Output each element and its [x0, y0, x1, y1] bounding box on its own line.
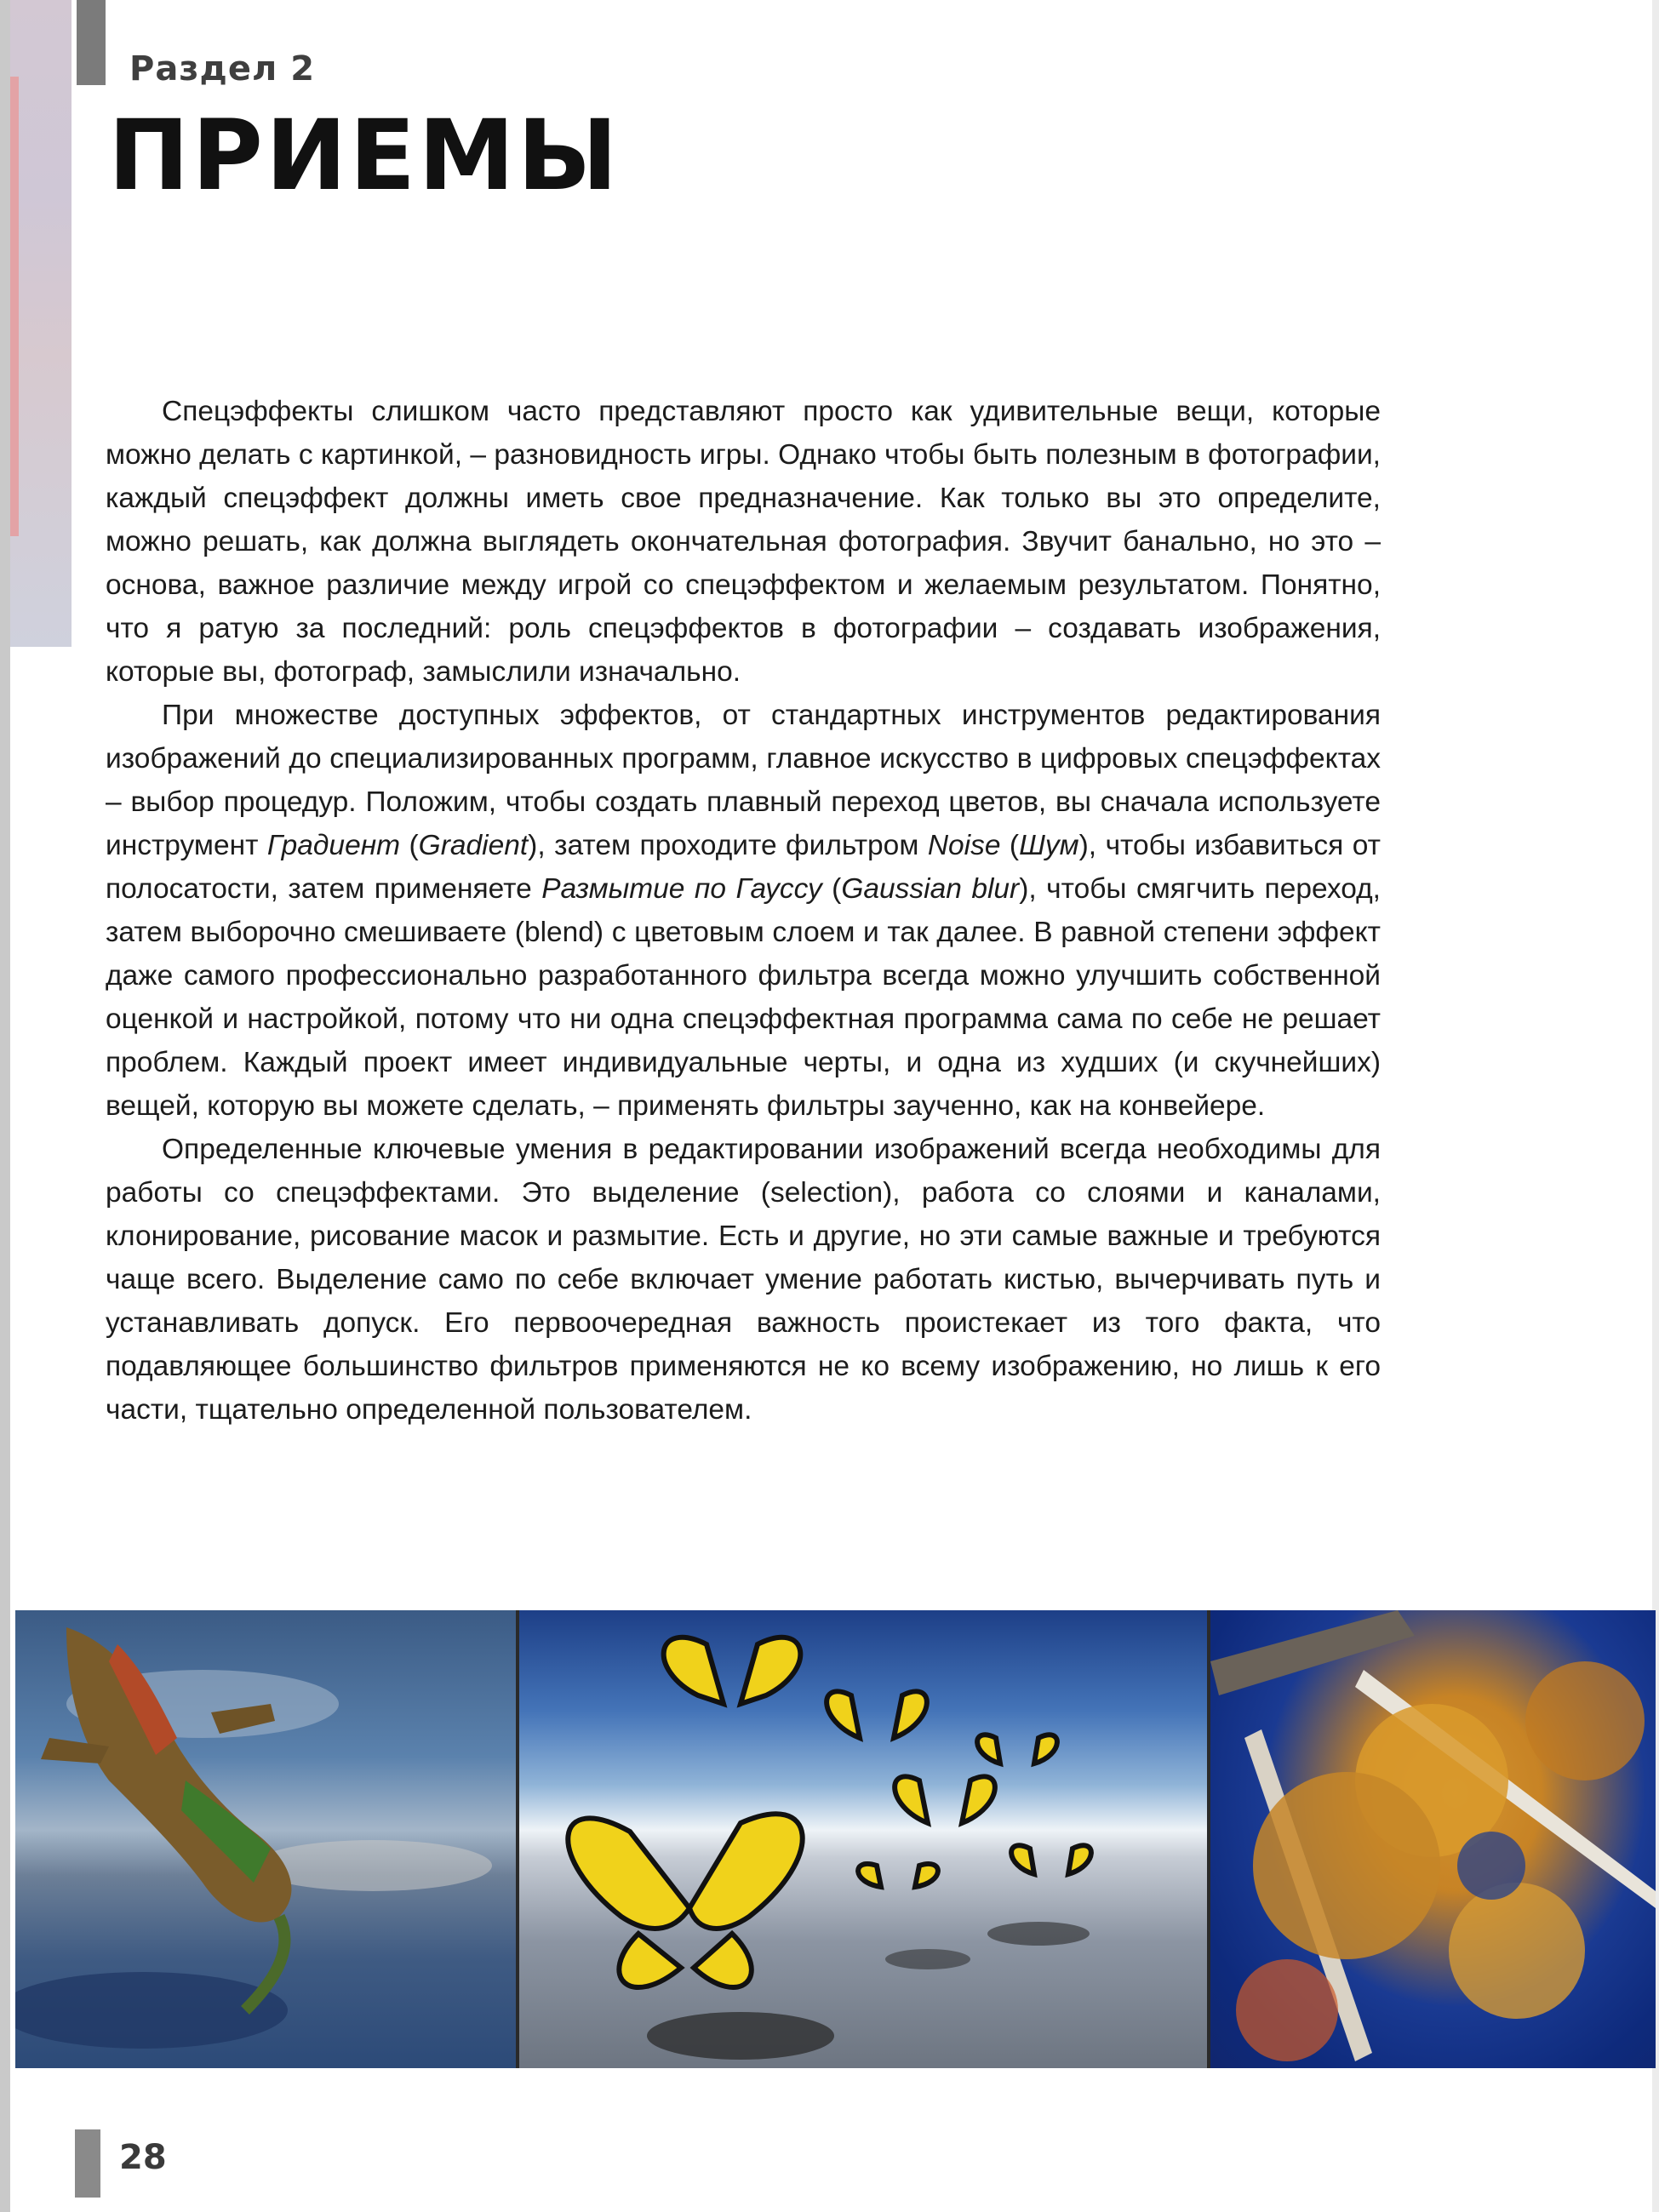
section-color-tab-accent — [10, 77, 19, 536]
photo-strip — [15, 1610, 1656, 2068]
paragraph-2-text: ), затем проходите фильтром — [528, 830, 928, 861]
paragraph-2-text: ( — [400, 830, 419, 861]
term-gradient-ru: Градиент — [266, 830, 401, 861]
term-noise-ru: Шум — [1019, 830, 1079, 861]
paragraph-2-text: ( — [1000, 830, 1020, 861]
paragraph-1: Спецэффекты слишком часто представляют просто как удивительные вещи, которые можно делать с картинкой, – разновидность игры. Однако чтобы быть полезным в фотографии, каждый спецэффект должны иметь свое предназначение. Как только вы это определите, можно решать, как должна выглядеть окончательная фотография. Звучит банально, но это – основа, важное различие между игрой со спецэффектом и желаемым результатом. Понятно, что я ратую за последний: роль спецэффектов в фотографии – создавать изображения, которые вы, фотограф, замыслили изначально. — [106, 396, 1381, 688]
left-edge-strip — [0, 0, 10, 2212]
body-text — [106, 390, 1381, 1432]
section-marker-bar — [77, 0, 106, 85]
paragraph-2 — [106, 694, 1381, 1128]
section-color-tab — [10, 0, 72, 647]
photo-butterflies — [519, 1610, 1207, 2068]
paragraph-2-text: ), чтобы избавиться от полосатости, затем применяете — [106, 830, 1381, 905]
photo-autumn-trees — [1210, 1610, 1656, 2068]
paragraph-2-text: ), чтобы смягчить переход, затем выборочно смешиваете (blend) с цветовым слоем и так далее. В равной степени эффект даже самого профессионально разработанного фильтра всегда можно улучшить собственной оценкой и настройкой, потому что ни одна спецэффектная программа сама по себе не решает проблем. Каждый проект имеет индивидуальные черты, и одна из худших (и скучнейших) вещей, которую вы можете сделать, – применять фильтры заученно, как на конвейере. — [106, 873, 1381, 1122]
page-number: 28 — [119, 2138, 167, 2177]
paragraph-3: Определенные ключевые умения в редактировании изображений всегда необходимы для работы со спецэффектами. Это выделение (selection), работа со слоями и каналами, клонирование, рисование масок и размытие. Есть и другие, но эти самые важные и требуются чаще всего. Выделение само по себе включает умение работать кистью, вычерчивать путь и устанавливать допуск. Его первоочередная важность проистекает из того факта, что подавляющее большинство фильтров применяются не ко всему изображению, но лишь к его части, тщательно определенной пользователем. — [106, 1134, 1381, 1426]
page-number-bar — [75, 2129, 100, 2198]
term-blur-ru: Размытие по Гауссу — [541, 873, 822, 905]
photo-lizard-sky — [15, 1610, 516, 2068]
term-noise-en: Noise — [927, 830, 1001, 861]
term-gradient-en: Gradient — [418, 830, 529, 861]
section-label: Раздел 2 — [129, 49, 316, 89]
term-blur-en: Gaussian blur — [841, 873, 1020, 905]
paragraph-2-text: При множестве доступных эффектов, от стандартных инструментов редактирования изображений до специализированных программ, главное искусство в цифровых спецэффектах – выбор процедур. Положим, чтобы создать плавный переход цветов, вы сначала используете инструмент — [106, 700, 1381, 861]
paragraph-2-text: ( — [821, 873, 842, 905]
chapter-title: ПРИЕМЫ — [108, 99, 621, 212]
